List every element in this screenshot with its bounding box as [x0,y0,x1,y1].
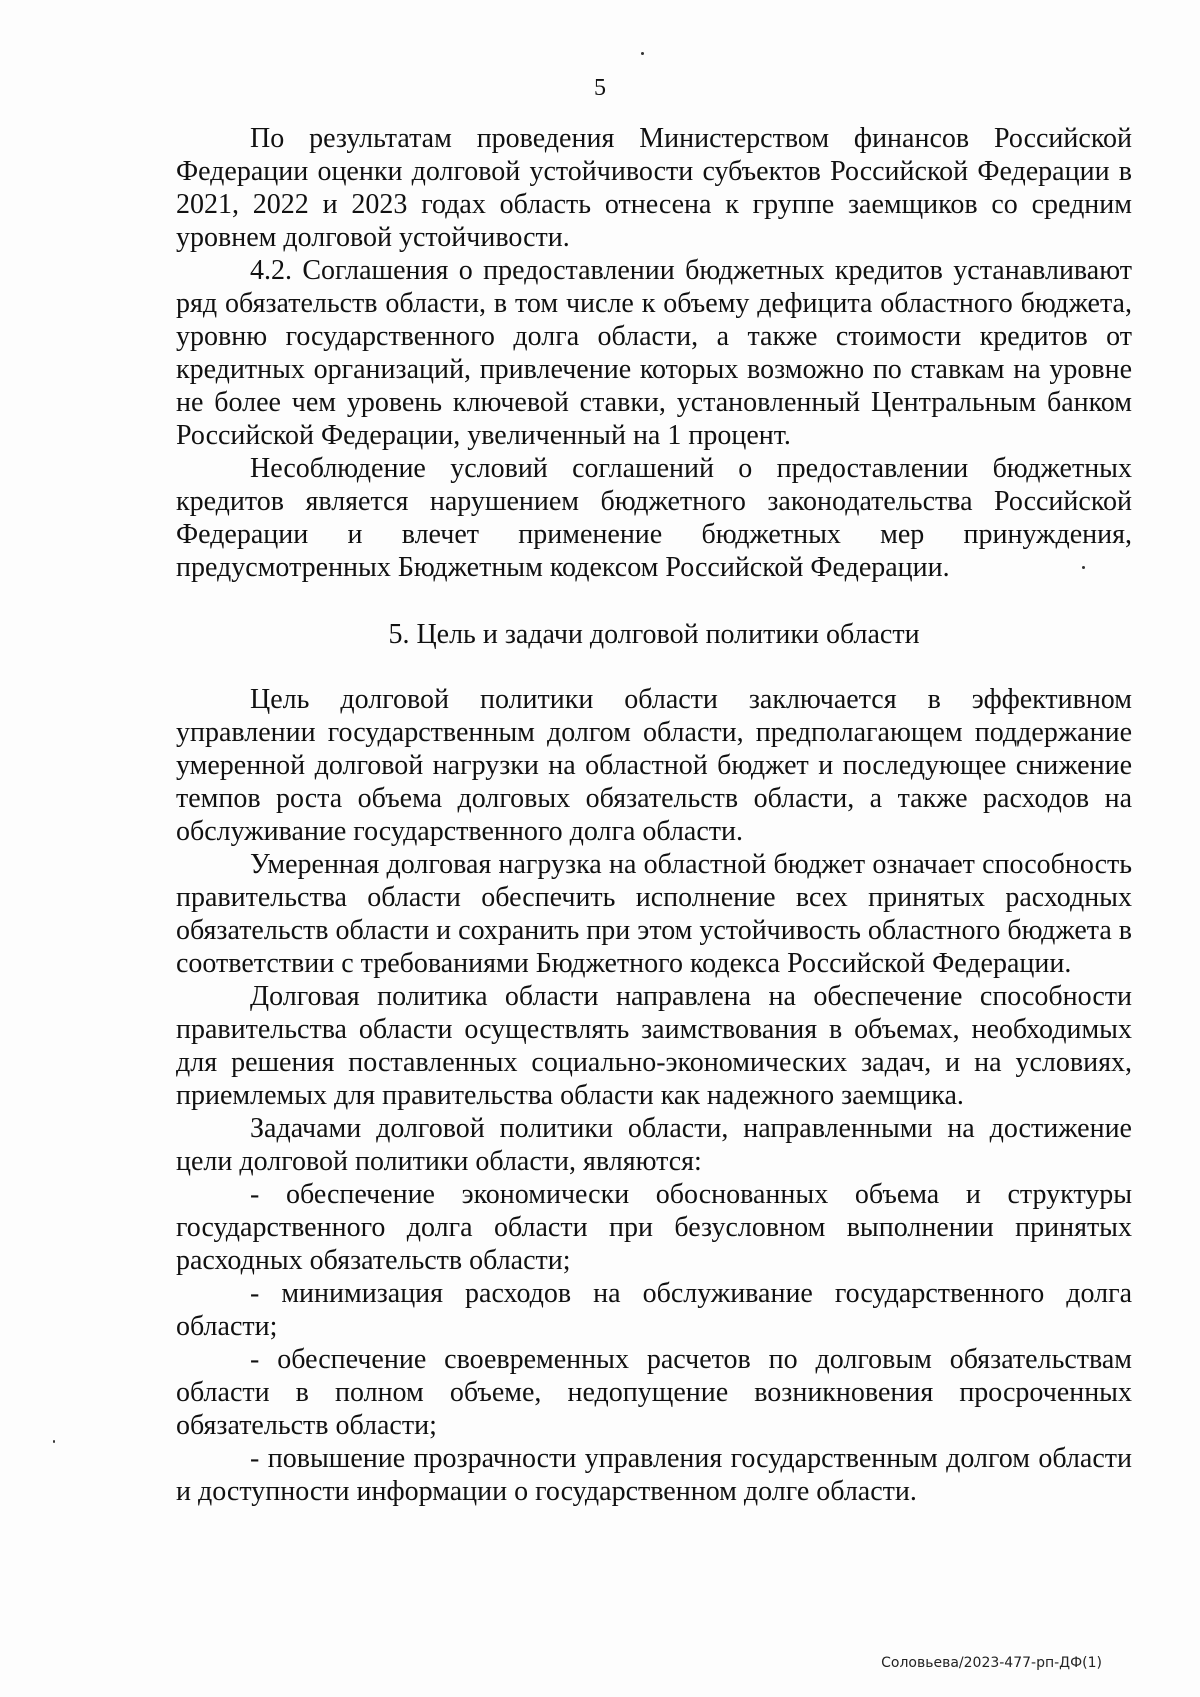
document-body [176,122,1132,1508]
document-code-footer: Соловьева/2023-477-рп-ДФ(1) [881,1655,1102,1671]
paragraph: Несоблюдение условий соглашений о предоставлении бюджетных кредитов является нарушением бюджетного законодательства Российской Федерации и влечет применение бюджетных мер принуждения, предусмотренных Бюджетным кодексом Российской Федерации. [176,453,1132,583]
scan-speck [641,52,644,55]
paragraph: Цель долговой политики области заключается в эффективном управлении государственным долгом области, предполагающем поддержание умеренной долговой нагрузки на областной бюджет и последующее снижение темпов роста объема долговых обязательств области, а также расходов на обслуживание государственного долга области. [176,684,1132,847]
section-heading: 5. Цель и задачи долговой политики области [388,619,920,650]
paragraph: 4.2. Соглашения о предоставлении бюджетных кредитов устанавливают ряд обязательств области, в том числе к объему дефицита областного бюджета, уровню государственного долга области, а также стоимости кредитов от кредитных организаций, привлечение которых возможно по ставкам на уровне не более чем уровень ключевой ставки, установленный Центральным банком Российской Федерации, увеличенный на 1 процент. [176,255,1132,451]
page-number: 5 [594,75,606,101]
list-item: - повышение прозрачности управления государственным долгом области и доступности информации о государственном долге области. [176,1443,1132,1507]
list-item: - обеспечение своевременных расчетов по долговым обязательствам области в полном объеме, недопущение возникновения просроченных обязательств области; [176,1344,1132,1441]
paragraph: Умеренная долговая нагрузка на областной бюджет означает способность правительства области обеспечить исполнение всех принятых расходных обязательств области и сохранить при этом устойчивость областного бюджета в соответствии с требованиями Бюджетного кодекса Российской Федерации. [176,849,1132,979]
list-item: - минимизация расходов на обслуживание государственного долга области; [176,1278,1132,1342]
list-item: - обеспечение экономически обоснованных объема и структуры государственного долга области при безусловном выполнении принятых расходных обязательств области; [176,1179,1132,1276]
scan-speck [53,1440,55,1443]
paragraph: Задачами долговой политики области, направленными на достижение цели долговой политики области, являются: [176,1113,1132,1177]
paragraph: Долговая политика области направлена на обеспечение способности правительства области осуществлять заимствования в объемах, необходимых для решения поставленных социально-экономических задач, и на условиях, приемлемых для правительства области как надежного заемщика. [176,981,1132,1111]
paragraph: По результатам проведения Министерством финансов Российской Федерации оценки долговой устойчивости субъектов Российской Федерации в 2021, 2022 и 2023 годах область отнесена к группе заемщиков со средним уровнем долговой устойчивости. [176,123,1132,253]
